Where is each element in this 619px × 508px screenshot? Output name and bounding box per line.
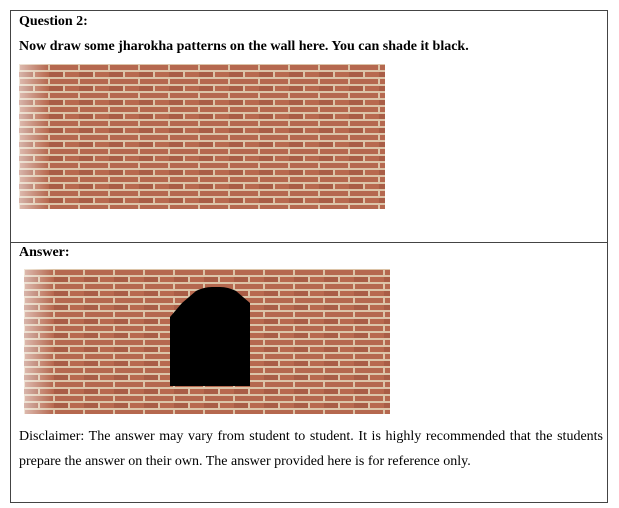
question-text: Now draw some jharokha patterns on the wall here. You can shade it black. [19,39,469,54]
question-label: Question 2: [19,14,88,29]
answer-label: Answer: [19,245,70,260]
disclaimer-text: Disclaimer: The answer may vary from student to student. It is highly recommended that the students prepare the answer on their own. The answer provided here is for reference only. [19,429,603,469]
question-table [10,10,608,503]
brick-wall-blank [19,64,385,209]
brick-wall-with-jharokha [24,269,390,414]
table-divider [11,242,607,243]
